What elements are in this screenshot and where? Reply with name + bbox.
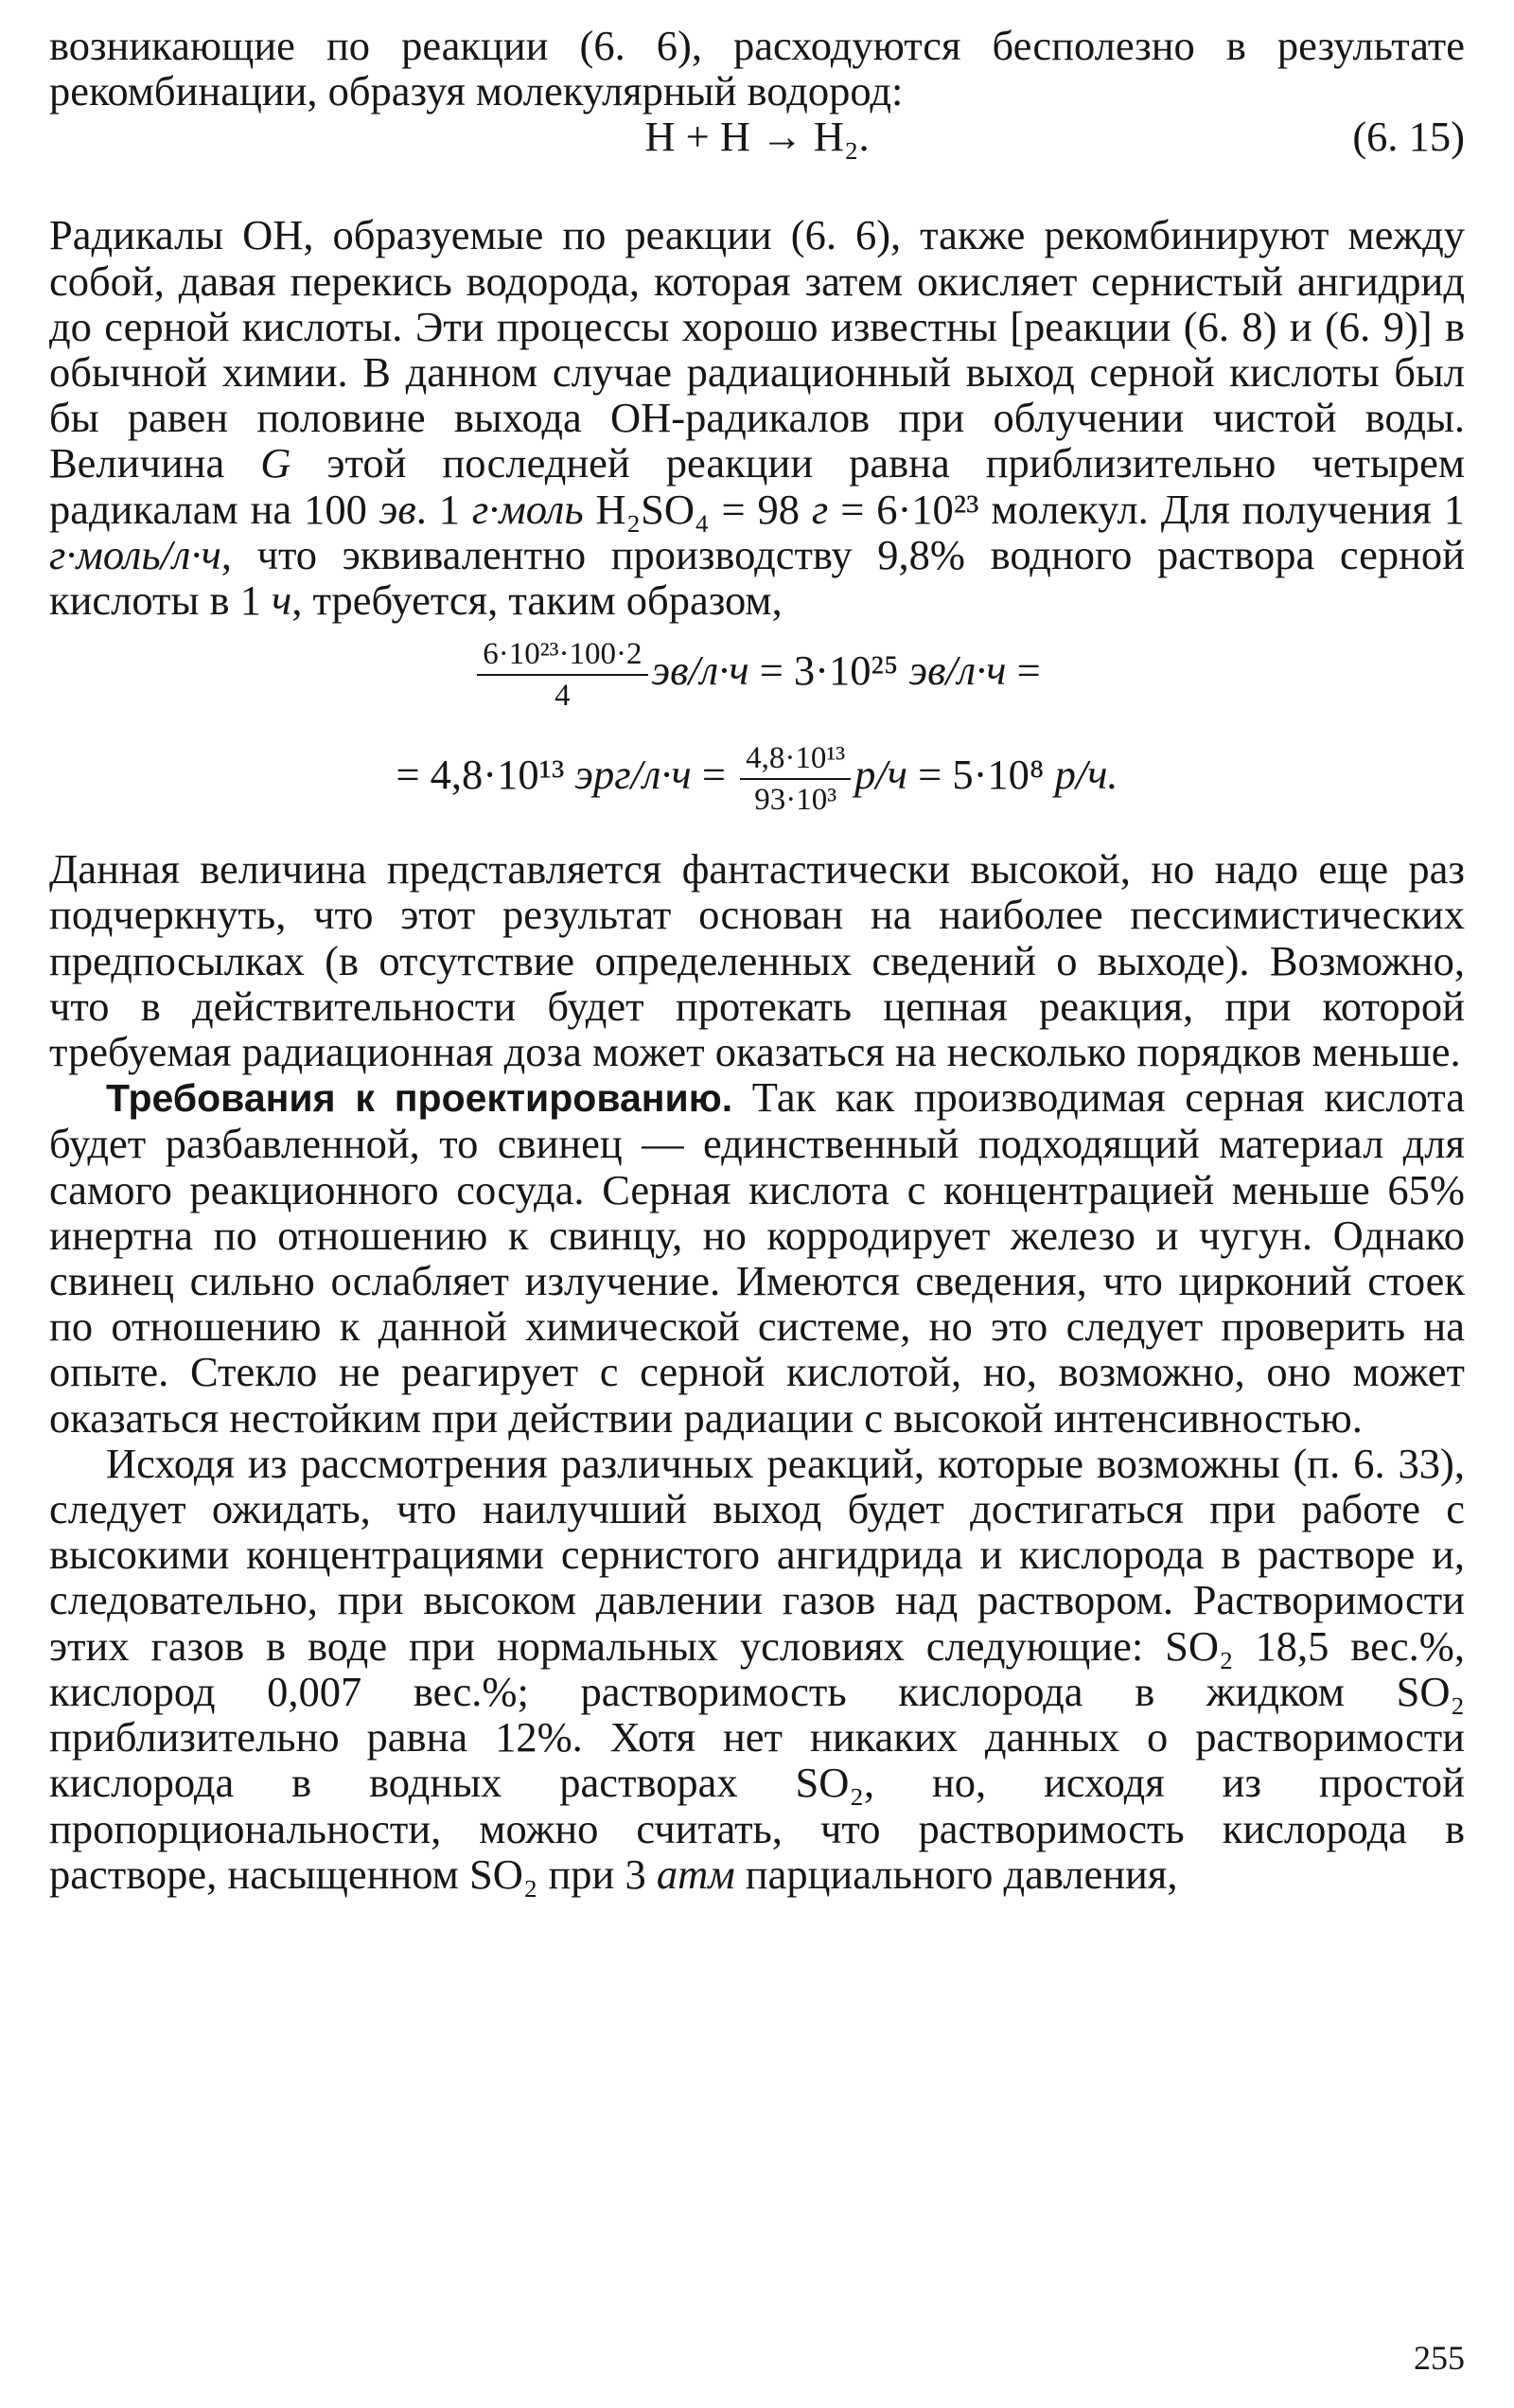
paragraph-2-text-1: Радикалы OH, образуемые по реакции (6. 6), также рекомбинируют между собой, давая перекись водорода, которая затем окисляет сернистый ангидрид до серной кислоты. Эти процессы хорошо известны [реакции (6. 8) и (6. 9)] в обычной химии. В данном случае радиационный выход серной кислоты был бы равен половине выхода OH-радикалов при облучении чистой воды. Величина <box>49 211 1465 487</box>
paragraph-2 <box>49 212 1465 623</box>
fraction-1-denominator: 4 <box>555 679 571 714</box>
paragraph-2-text-2: этой последней реакции равна приблизительно четырем радикалам на 100 <box>49 439 1465 533</box>
paragraph-2-unit-ch: ч <box>272 576 292 625</box>
page-number: 255 <box>1414 2339 1465 2377</box>
unit-r-h-1: р/ч <box>854 751 908 799</box>
paragraph-5-text-1: Исходя из рассмотрения различных реакций, которые возможны (п. 6. 33), следует ожидать, что наилучший выход будет достигаться при работе с высокими концентрациями сернистого ангидрида и кислорода в растворе и, следовательно, при высоком давлении газов над раствором. Растворимости этих газов в воде при нормальных условиях следующие: SO₂ 18,5 вес.%, кислород 0,007 вес.%; растворимость кислорода в жидком SO₂ приблизительно равна 12%. Хотя нет никаких данных о растворимости кислорода в водных растворах SO₂, но, исходя из простой пропорциональности, можно считать, что растворимость кислорода в растворе, насыщенном SO₂ при 3 <box>49 1439 1465 1898</box>
paragraph-5-unit-atm: атм <box>656 1850 735 1898</box>
section-heading: Требования к проектированию. <box>106 1076 733 1121</box>
calculation-block <box>49 632 1465 846</box>
equation-6-15 <box>49 114 1465 167</box>
paragraph-2-unit-gmolch: г·моль/л·ч <box>49 530 221 578</box>
paragraph-2-text-5: = 6·10²³ молекул. Для получения 1 <box>828 485 1466 533</box>
calculation-line-1-end: = <box>1006 646 1041 695</box>
equation-6-15-number: (6. 15) <box>1352 113 1465 161</box>
paragraph-3: Данная величина представляется фантастически высокой, но надо еще раз подчеркнуть, что этот результат основан на наиболее пессимистических предпосылках (в отсутствие определенных сведений о выходе). Возможно, что в действительности будет протекать цепная реакция, при которой требуемая радиационная доза может оказаться на несколько порядков меньше. <box>49 845 1465 1076</box>
fraction-1 <box>477 636 647 714</box>
unit-erg-l-h: эрг/л·ч <box>574 751 692 799</box>
paragraph-2-symbol-g: G <box>260 439 291 487</box>
spacer <box>49 167 1465 212</box>
paragraph-2-text-7: , требуется, таким образом, <box>291 576 783 625</box>
paragraph-4 <box>49 1074 1465 1441</box>
unit-ev-l-h-2: эв/л·ч <box>908 646 1007 695</box>
unit-r-h-2: р/ч. <box>1054 751 1118 799</box>
calculation-line-2-middle-2: = 5·10⁸ <box>907 751 1055 799</box>
fraction-2-numerator: 4,8·10¹³ <box>740 740 851 780</box>
paragraph-2-unit-ev: эв <box>378 485 416 533</box>
page-body <box>49 23 1465 1897</box>
paragraph-2-text-6: , что эквивалентно производству 9,8% водного раствора серной кислоты в 1 <box>49 530 1465 625</box>
paragraph-2-text-4: H₂SO₄ = 98 <box>583 485 812 533</box>
equation-6-15-expression: H + H → H₂. <box>644 113 870 161</box>
calculation-line-2-start: = 4,8·10¹³ <box>396 751 575 799</box>
calculation-line-1-middle: = 3·10²⁵ <box>748 646 909 695</box>
paragraph-5-text-2: парциального давления, <box>734 1850 1178 1898</box>
paragraph-2-unit-g: г <box>811 485 829 533</box>
calculation-line-2-middle: = <box>691 751 737 799</box>
paragraph-2-unit-gmol: г·моль <box>471 485 584 533</box>
calculation-line-2 <box>49 740 1465 818</box>
calculation-line-1 <box>49 636 1465 714</box>
fraction-1-numerator: 6·10²³·100·2 <box>477 636 647 676</box>
fraction-2-denominator: 93·10³ <box>754 783 837 818</box>
paragraph-4-text: Так как производимая серная кислота будет разбавленной, то свинец — единственный подходящий материал для самого реакционного сосуда. Серная кислота с концентрацией меньше 65% инертна по отношению к свинцу, но корродирует железо и чугун. Однако свинец сильно ослабляет излучение. Имеются сведения, что цирконий стоек по отношению к данной химической системе, но это следует проверить на опыте. Стекло не реагирует с серной кислотой, но, возможно, оно может оказаться нестойким при действии радиации с высокой интенсивностью. <box>49 1073 1465 1442</box>
paragraph-2-text-3: . 1 <box>415 485 472 533</box>
paragraph-5 <box>49 1441 1465 1897</box>
unit-ev-l-h-1: эв/л·ч <box>651 646 749 695</box>
paragraph-1: возникающие по реакции (6. 6), расходуются бесполезно в результате рекомбинации, образуя молекулярный водород: <box>49 22 1465 115</box>
fraction-2 <box>740 740 851 818</box>
